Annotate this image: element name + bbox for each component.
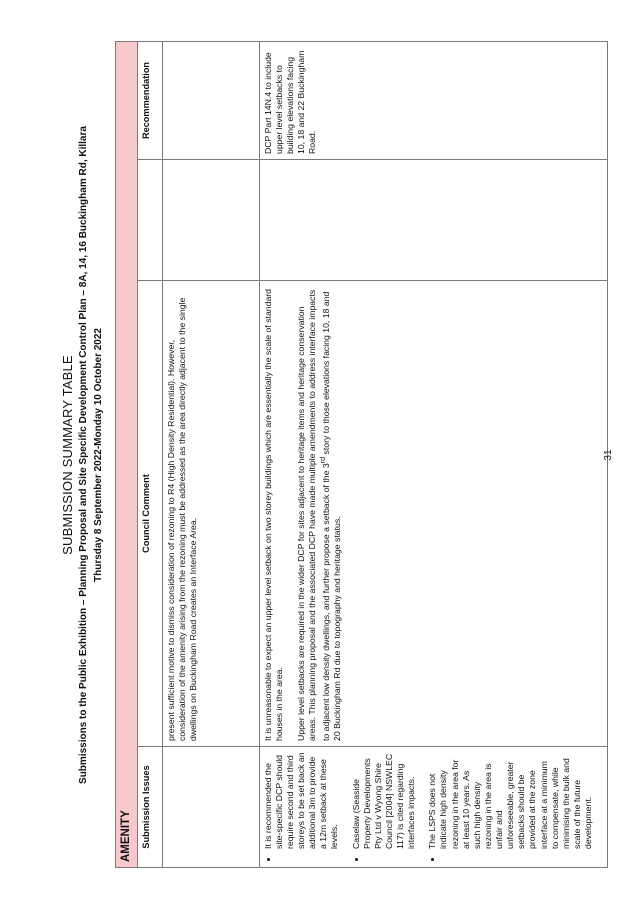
page-number: 31	[603, 449, 614, 461]
table-row	[162, 42, 259, 868]
comment-cell: present sufficient motive to dismiss consideration of rezoning to R4 (High Density Residential). However, consideration of the amenity arising from the rezoning must be addressed as the area directly adjacent to the single dwellings on Buckingham Road creates an Interface Area.	[162, 281, 259, 747]
column-header-row	[137, 42, 162, 868]
issues-list	[263, 752, 595, 862]
column-header-comment: Council Comment	[137, 281, 162, 747]
page-subtitle: Submissions to the Public Exhibition – Planning Proposal and Site Specific Development Control Plan – 8A, 14, 16 Buckingham Rd, Killara	[78, 126, 89, 784]
submission-table	[115, 41, 608, 868]
section-title: AMENITY	[116, 42, 138, 868]
list-item: • It is recommended the site-specific DCP should require second and third storeys to be set back an additional 3m to provide a 12m setback at these levels.	[263, 752, 341, 849]
page-title: SUBMISSION SUMMARY TABLE	[60, 355, 75, 555]
recommendation-cell	[162, 42, 259, 160]
list-item: • The LSPS does not indicate high density rezoning in the area for at least 10 years. As such high density rezoning in the area is unfair and unforeseeable, greater setbacks should be provided at the zone interface at a minimum to compensate, while minimising the bulk and scale of the future development.	[427, 752, 594, 849]
blank-cell	[162, 160, 259, 281]
page-date-range: Thursday 8 September 2022-Monday 10 October 2022	[93, 328, 104, 582]
comment-paragraph	[296, 286, 343, 741]
list-item: • Caselaw (Seaside Property Developments Pty Ltd v Wyong Shire Council [2004] NSWLEC 117) is cited regarding interfaces impacts.	[351, 752, 418, 849]
comment-superscript: rd	[318, 456, 328, 464]
issues-cell	[259, 747, 608, 868]
column-header-issues: Submission Issues	[137, 747, 162, 868]
comment-text: Upper level setbacks are required in the wider DCP for sites adjacent to heritage items and heritage conservation areas. This planning proposal and the associated DCP have made multiple amendments to address interface impacts to adjacent low density dwellings, and further propose a setback of the 3	[295, 289, 332, 741]
blank-cell	[259, 160, 608, 281]
recommendation-cell: DCP Part 14N.4 to include upper level setbacks to building elevations facing 10, 18 and 22 Buckingham Road.	[259, 42, 608, 160]
section-header-row	[116, 42, 138, 868]
issues-cell	[162, 747, 259, 868]
column-header-recommendation: Recommendation	[137, 42, 162, 160]
comment-paragraph: It is unreasonable to expect an upper level setback on two storey buildings which are essentially the scale of standard houses in the area.	[262, 288, 284, 741]
comment-text: story to those elevations facing 10, 18 and 20 Buckingham Rd due to topography and heritage status.	[321, 291, 343, 741]
column-header-blank	[137, 160, 162, 281]
table-row	[259, 42, 608, 868]
comment-cell	[259, 281, 608, 747]
rotated-page	[48, 42, 633, 868]
